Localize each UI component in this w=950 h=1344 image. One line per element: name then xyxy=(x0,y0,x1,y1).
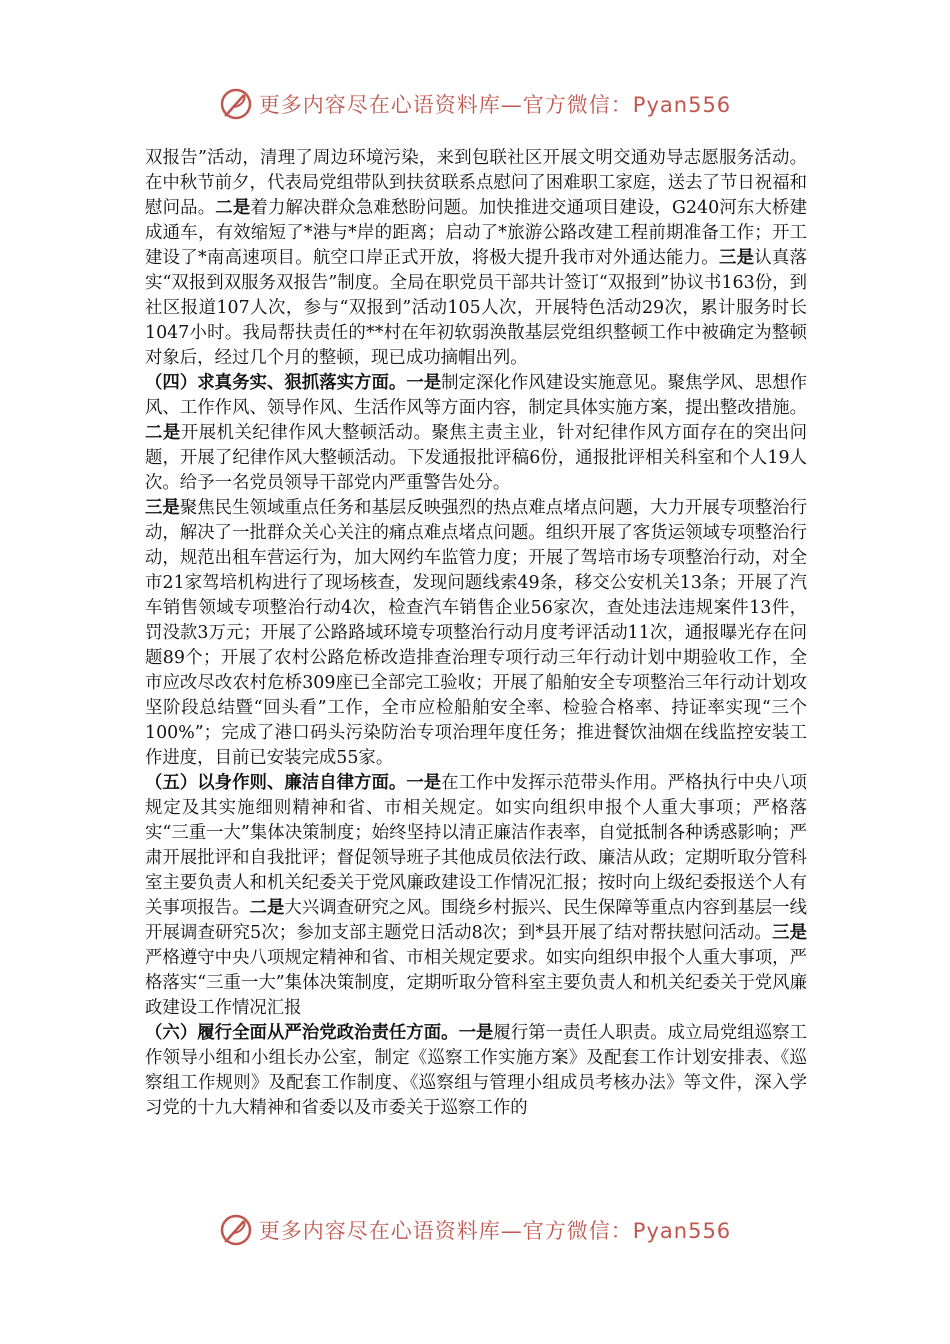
text-run: 认真落实“双报到双服务双报告”制度。全局在职党员干部共计签订“双报到”协议书163份，到社区报道107人次，参与“双报到”活动105人次，开展特色活动29次，累计服务时长1047小时。我局帮扶责任的**村在年初软弱涣散基层党组织整顿工作中被确定为整顿对象后，经过几个月的整顿，现已成功摘帽出列。 xyxy=(145,248,807,368)
text-run: 制定深化作风建设实施意见。聚焦学风、思想作风、工作作风、领导作风、生活作风等方面内容，制定具体实施方案，提出整改措施。 xyxy=(145,373,807,418)
watermark-footer xyxy=(0,1210,950,1250)
quill-logo-icon xyxy=(219,87,253,121)
quill-logo-icon xyxy=(219,1213,253,1247)
text-run: 开展机关纪律作风大整顿活动。聚焦主责主业，针对纪律作风方面存在的突出问题，开展了纪律作风大整顿活动。下发通报批评稿6份，通报批评相关科室和个人19人次。给予一名党员领导干部党内严重警告处分。 xyxy=(145,423,807,493)
bold-run: （四）求真务实、狠抓落实方面。 xyxy=(145,373,407,393)
text-run: 双报告”活动，清理了周边环境污染，来到包联社区开展文明交通劝导志愿服务活动。在中秋节前夕，代表局党组带队到扶贫联系点慰问了困难职工家庭，送去了节日祝福和慰问品。 xyxy=(145,148,807,218)
watermark-header xyxy=(0,84,950,124)
paragraph xyxy=(145,1021,807,1121)
bold-run: 三是 xyxy=(772,923,807,943)
text-run: 履行第一责任人职责。成立局党组巡察工作领导小组和小组长办公室，制定《巡察工作实施方案》及配套工作计划安排表、《巡察组工作规则》及配套工作制度、《巡察组与管理小组成员考核办法》等文件，深入学习党的十九大精神和省委以及市委关于巡察工作的 xyxy=(145,1023,807,1118)
text-run: 聚焦民生领域重点任务和基层反映强烈的热点难点堵点问题，大力开展专项整治行动，解决了一批群众关心关注的痛点难点堵点问题。组织开展了客货运领域专项整治行动，规范出租车营运行为，加大网约车监管力度；开展了驾培市场专项整治行动，对全市21家驾培机构进行了现场核查，发现问题线索49条，移交公安机关13条；开展了汽车销售领域专项整治行动4次，检查汽车销售企业56家次，查处违法违规案件13件，罚没款3万元；开展了公路路域环境专项整治行动月度考评活动11次，通报曝光存在问题89个；开展了农村公路危桥改造排查治理专项行动三年行动计划中期验收工作，全市应改尽改农村危桥309座已全部完工验收；开展了船舶安全专项整治三年行动计划攻坚阶段总结暨“回头看”工作，全市应检船舶安全率、检验合格率、持证率实现“三个100%”；完成了港口码头污染防治专项治理年度任务；推进餐饮油烟在线监控安装工作进度，目前已安装完成55家。 xyxy=(145,498,807,768)
watermark-text: 更多内容尽在心语资料库—官方微信：Pyan556 xyxy=(258,93,732,117)
bold-run: 二是 xyxy=(249,898,285,918)
bold-run: 三是 xyxy=(145,498,180,518)
text-run: 在工作中发挥示范带头作用。严格执行中央八项规定及其实施细则精神和省、市相关规定。如实向组织申报个人重大事项；严格落实“三重一大”集体决策制度；始终坚持以清正廉洁作表率，自觉抵制各种诱惑影响；严肃开展批评和自我批评；督促领导班子其他成员依法行政、廉洁从政；定期听取分管科室主要负责人和机关纪委关于党风廉政建设工作情况汇报；按时向上级纪委报送个人有关事项报告。 xyxy=(145,773,807,918)
paragraph xyxy=(145,771,807,1021)
bold-run: 一是 xyxy=(458,1023,494,1043)
bold-run: 一是 xyxy=(406,373,442,393)
bold-run: 一是 xyxy=(406,773,442,793)
watermark-text: 更多内容尽在心语资料库—官方微信：Pyan556 xyxy=(258,1219,732,1243)
bold-run: 二是 xyxy=(215,198,251,218)
paragraph xyxy=(145,496,807,771)
paragraph xyxy=(145,146,807,371)
document-body xyxy=(145,146,807,1121)
text-run: 严格遵守中央八项规定精神和省、市相关规定要求。如实向组织申报个人重大事项，严格落实“三重一大”集体决策制度，定期听取分管科室主要负责人和机关纪委关于党风廉政建设工作情况汇报 xyxy=(145,948,807,1018)
text-run: 着力解决群众急难愁盼问题。加快推进交通项目建设，G240河东大桥建成通车，有效缩短了*港与*岸的距离；启动了*旅游公路改建工程前期准备工作；开工建设了*南高速项目。航空口岸正式开放，将极大提升我市对外通达能力。 xyxy=(145,198,807,268)
bold-run: （五）以身作则、廉洁自律方面。 xyxy=(145,773,407,793)
bold-run: （六）履行全面从严治党政治责任方面。 xyxy=(145,1023,459,1043)
text-run: 大兴调查研究之风。围绕乡村振兴、民生保障等重点内容到基层一线开展调查研究5次；参加支部主题党日活动8次；到*县开展了结对帮扶慰问活动。 xyxy=(145,898,807,943)
bold-run: 二是 xyxy=(145,423,181,443)
paragraph xyxy=(145,371,807,496)
bold-run: 三是 xyxy=(718,248,755,268)
